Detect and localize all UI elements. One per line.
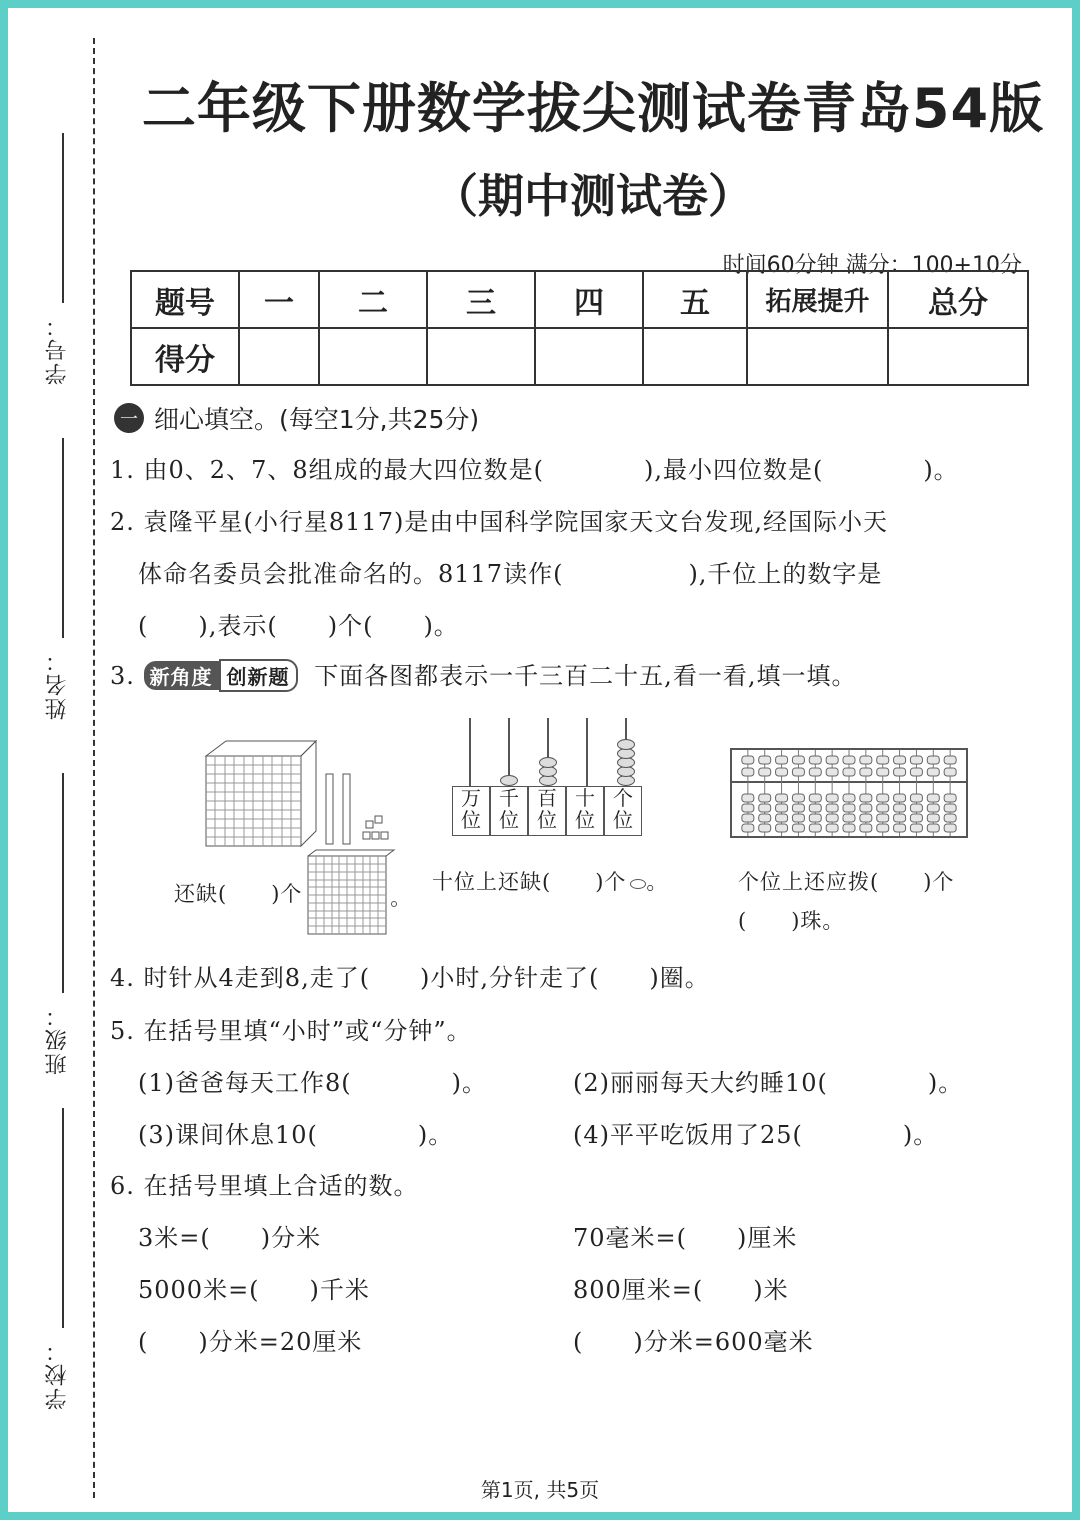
score-table-header-row — [131, 271, 1028, 328]
figure-2-caption-text: 十位上还缺( )个 — [432, 870, 627, 894]
page-title: 二年级下册数学拔尖测试卷青岛54版 — [141, 77, 1045, 140]
abacus-bead — [860, 768, 872, 776]
section-1-badge: 一 — [114, 403, 144, 433]
class-line — [62, 773, 64, 993]
question-2-line-2: 体命名委员会批准命名的。8117读作( ),千位上的数字是 — [138, 560, 883, 588]
score-cell[interactable] — [888, 328, 1028, 385]
abacus-bead — [944, 768, 956, 776]
rod-ten-thousands — [469, 718, 471, 786]
section-1-heading — [114, 400, 479, 436]
question-3-number: 3. — [110, 662, 135, 690]
place-label-hundreds: 百 位 — [528, 786, 566, 836]
abacus-bead — [759, 814, 771, 822]
place-label-ten-thousands: 万 位 — [452, 786, 490, 836]
abacus-bead — [792, 756, 804, 764]
abacus-bead — [927, 814, 939, 822]
time-info: 时间60分钟 满分：100+10分 — [722, 253, 1022, 278]
abacus-bead — [910, 804, 922, 812]
abacus-bead — [809, 794, 821, 802]
score-header-cell: 拓展提升 — [747, 271, 888, 328]
abacus-bead — [927, 756, 939, 764]
chinese-abacus-figure — [730, 748, 968, 838]
abacus-bead — [860, 824, 872, 832]
abacus-bead — [944, 814, 956, 822]
abacus-bead — [759, 804, 771, 812]
abacus-bead — [910, 824, 922, 832]
school-label: 学校： — [45, 1338, 70, 1410]
name-label: 姓名： — [45, 648, 70, 720]
abacus-bead — [776, 794, 788, 802]
question-5: 5. 在括号里填“小时”或“分钟”。 — [110, 1017, 472, 1045]
abacus-bead — [894, 794, 906, 802]
rod-tens — [586, 718, 588, 786]
question-5-3: (3)课间休息10( )。 — [138, 1121, 454, 1149]
score-header-cell: 题号 — [131, 271, 239, 328]
abacus-bead — [894, 824, 906, 832]
abacus-bead — [927, 804, 939, 812]
school-line — [62, 1108, 64, 1328]
abacus-bead — [894, 756, 906, 764]
question-6-1: 3米=( )分米 — [138, 1224, 322, 1252]
score-cell[interactable] — [535, 328, 643, 385]
question-6-6: ( )分米=600毫米 — [573, 1328, 814, 1356]
place-label-ones: 个 位 — [604, 786, 642, 836]
binding-dashed-line — [93, 38, 95, 1498]
score-header-cell: 四 — [535, 271, 643, 328]
abacus-bead — [742, 768, 754, 776]
abacus-bead — [910, 794, 922, 802]
question-6-3: 5000米=( )千米 — [138, 1276, 370, 1304]
abacus-bead — [843, 768, 855, 776]
abacus-bead — [877, 768, 889, 776]
score-cell[interactable] — [239, 328, 319, 385]
hundred-flat-grid — [308, 856, 386, 934]
abacus-bead — [927, 794, 939, 802]
abacus-bead — [927, 768, 939, 776]
page-subtitle: （期中测试卷） — [432, 169, 754, 223]
new-angle-tag: 新角度 — [144, 661, 219, 690]
thousand-cube-side — [301, 741, 316, 846]
abacus-bead — [776, 756, 788, 764]
abacus-bead — [809, 814, 821, 822]
student-id-line — [62, 133, 64, 303]
abacus-bead — [860, 756, 872, 764]
score-cell[interactable] — [643, 328, 747, 385]
place-label-thousands: 千 位 — [490, 786, 528, 836]
abacus-bead — [877, 814, 889, 822]
abacus-bead — [944, 804, 956, 812]
hundreds-bead — [539, 757, 557, 768]
abacus-bead — [843, 804, 855, 812]
abacus-bead — [759, 824, 771, 832]
bead-icon — [630, 879, 646, 889]
page-footer: 第1页, 共5页 — [480, 1478, 600, 1502]
abacus-bead — [809, 756, 821, 764]
hundred-flat-top — [308, 850, 394, 856]
abacus-bead — [776, 814, 788, 822]
abacus-bead — [826, 824, 838, 832]
question-5-2: (2)丽丽每天大约睡10( )。 — [573, 1069, 964, 1097]
class-label: 班级： — [45, 1003, 70, 1075]
period-dot — [392, 902, 397, 907]
score-header-cell: 三 — [427, 271, 535, 328]
abacus-bead — [809, 804, 821, 812]
innovation-tag: 创新题 — [219, 659, 298, 692]
question-4: 4. 时针从4走到8,走了( )小时,分针走了( )圈。 — [110, 964, 710, 992]
counter-abacus-figure — [448, 708, 648, 838]
unit-cubes — [363, 816, 388, 839]
abacus-bead — [843, 756, 855, 764]
abacus-bead — [910, 814, 922, 822]
score-table-score-row — [131, 328, 1028, 385]
abacus-bead — [826, 756, 838, 764]
abacus-bead — [910, 768, 922, 776]
abacus-bead — [759, 768, 771, 776]
question-6-5: ( )分米=20厘米 — [138, 1328, 363, 1356]
abacus-bead — [944, 756, 956, 764]
abacus-bead — [742, 756, 754, 764]
abacus-bead — [759, 756, 771, 764]
abacus-bead — [759, 794, 771, 802]
figure-1-caption: 还缺( )个 — [174, 882, 303, 906]
abacus-bead — [826, 794, 838, 802]
exam-page — [8, 8, 1072, 1512]
score-table — [130, 270, 1029, 386]
abacus-bead — [742, 794, 754, 802]
thousand-cube-grid — [206, 756, 301, 846]
abacus-bead — [792, 794, 804, 802]
abacus-bead — [927, 824, 939, 832]
abacus-bead — [792, 824, 804, 832]
abacus-bead — [809, 824, 821, 832]
abacus-bead — [742, 814, 754, 822]
abacus-bead — [894, 814, 906, 822]
abacus-bead — [742, 804, 754, 812]
score-cell[interactable] — [747, 328, 888, 385]
ten-rod-2 — [343, 774, 350, 844]
abacus-bead — [792, 814, 804, 822]
question-6-4: 800厘米=( )米 — [573, 1276, 789, 1304]
score-cell[interactable] — [319, 328, 427, 385]
figure-3-caption-1: 个位上还应拨( )个 — [738, 870, 955, 894]
score-header-cell: 五 — [643, 271, 747, 328]
question-1: 1. 由0、2、7、8组成的最大四位数是( ),最小四位数是( )。 — [110, 456, 959, 484]
figure-2-caption: 十位上还缺( )个 。 — [432, 870, 669, 894]
score-header-cell: 总分 — [888, 271, 1028, 328]
question-2-line-3: ( ),表示( )个( )。 — [138, 612, 459, 640]
question-6-2: 70毫米=( )厘米 — [573, 1224, 798, 1252]
abacus-bead — [877, 804, 889, 812]
abacus-bead — [910, 756, 922, 764]
abacus-bead — [826, 768, 838, 776]
abacus-bead — [944, 824, 956, 832]
abacus-bead — [792, 804, 804, 812]
abacus-bead — [860, 814, 872, 822]
abacus-bead — [843, 794, 855, 802]
abacus-bead — [792, 768, 804, 776]
abacus-bead — [742, 824, 754, 832]
abacus-rods — [742, 750, 956, 836]
abacus-bead — [944, 794, 956, 802]
name-line — [62, 438, 64, 638]
question-5-4: (4)平平吃饭用了25( )。 — [573, 1121, 939, 1149]
question-6: 6. 在括号里填上合适的数。 — [110, 1172, 419, 1200]
score-header-cell: 一 — [239, 271, 319, 328]
question-3-text: 下面各图都表示一千三百二十五,看一看,填一填。 — [314, 662, 857, 690]
abacus-bead — [826, 814, 838, 822]
abacus-bead — [776, 804, 788, 812]
abacus-bead — [843, 814, 855, 822]
score-cell[interactable] — [427, 328, 535, 385]
abacus-bead — [877, 756, 889, 764]
student-id-label: 学号： — [45, 313, 70, 385]
question-5-1: (1)爸爸每天工作8( )。 — [138, 1069, 487, 1097]
thousands-bead — [500, 775, 518, 786]
thousand-cube-top — [206, 741, 316, 756]
question-2-line-1: 2. 袁隆平星(小行星8117)是由中国科学院国家天文台发现,经国际小天 — [110, 508, 888, 536]
ones-bead — [617, 739, 635, 750]
score-row-label: 得分 — [131, 328, 239, 385]
abacus-bead — [843, 824, 855, 832]
hundred-flat-figure — [306, 848, 406, 938]
abacus-bead — [776, 768, 788, 776]
abacus-bead — [809, 768, 821, 776]
section-1-title: 细心填空。(每空1分,共25分) — [154, 405, 480, 434]
ten-rod-1 — [326, 774, 333, 844]
place-label-tens: 十 位 — [566, 786, 604, 836]
abacus-bead — [894, 804, 906, 812]
question-3 — [110, 656, 856, 692]
abacus-bead — [776, 824, 788, 832]
abacus-bead — [877, 794, 889, 802]
score-header-cell: 二 — [319, 271, 427, 328]
abacus-bead — [826, 804, 838, 812]
figure-3-caption-2: ( )珠。 — [738, 909, 845, 933]
abacus-bead — [877, 824, 889, 832]
abacus-bead — [860, 794, 872, 802]
abacus-bead — [894, 768, 906, 776]
abacus-bead — [860, 804, 872, 812]
